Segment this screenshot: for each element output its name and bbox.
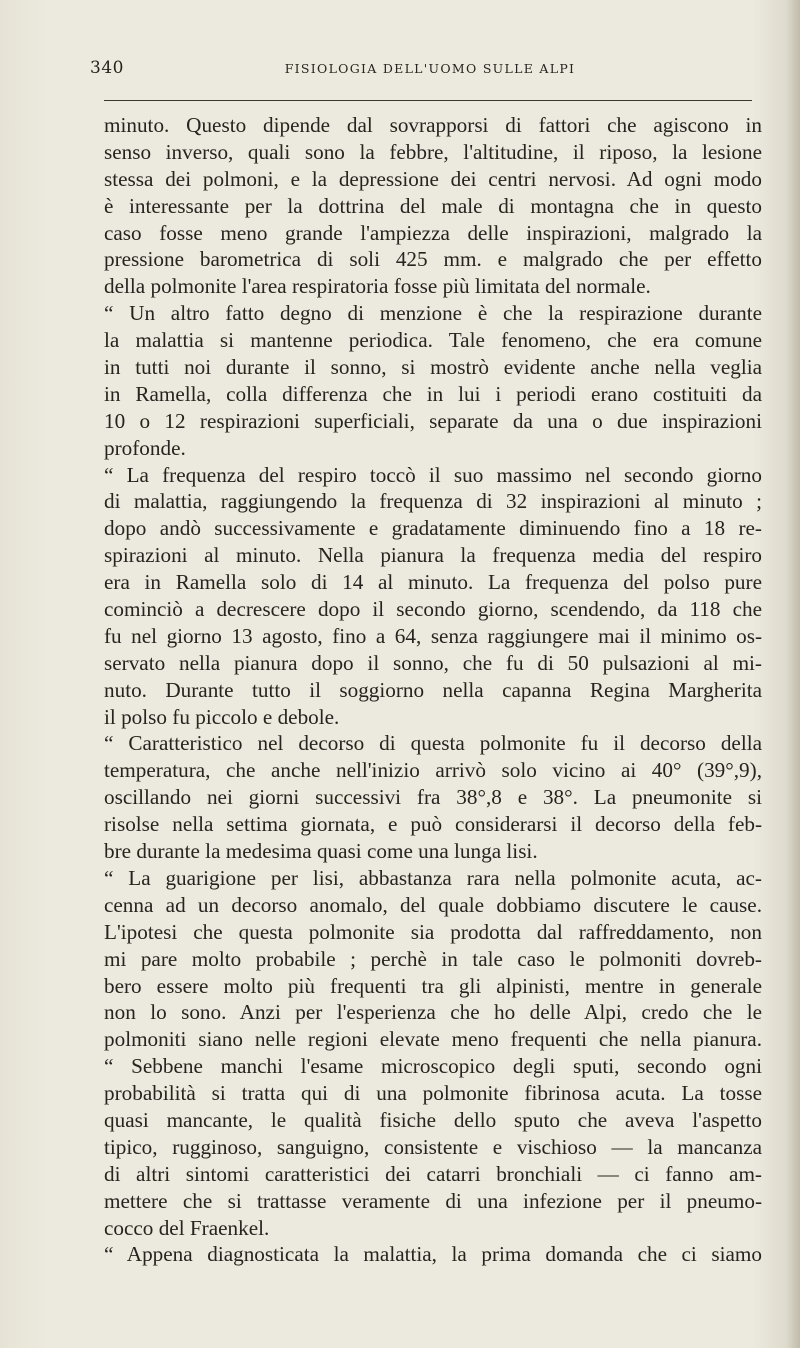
text-line: stessa dei polmoni, e la depressione dei centri nervosi. Ad ogni modo	[104, 166, 762, 191]
text-line: tipico, rugginoso, sanguigno, consistente e vischioso — la mancanza	[104, 1134, 762, 1159]
text-line: bre durante la medesima quasi come una lunga lisi.	[104, 839, 538, 864]
text-line: dopo andò successivamente e gradatamente diminuendo fino a 18 re-	[104, 516, 762, 541]
text-line: minuto. Questo dipende dal sovrapporsi di fattori che agiscono in	[104, 113, 762, 137]
text-line: servato nella pianura dopo il sonno, che fu di 50 pulsazioni al mi-	[104, 650, 762, 675]
text-line: era in Ramella solo di 14 al minuto. La frequenza del polso pure	[104, 570, 762, 595]
text-line: “ Sebbene manchi l'esame microscopico degli sputi, secondo ogni	[104, 1054, 762, 1079]
running-head: FISIOLOGIA DELL'UOMO SULLE ALPI	[284, 61, 576, 76]
text-line: mettere che si trattasse veramente di una infezione per il pneumo-	[104, 1188, 762, 1213]
body-text	[104, 112, 762, 1268]
text-line: risolse nella settima giornata, e può considerarsi il decorso della feb-	[104, 812, 762, 837]
text-line: il polso fu piccolo e debole.	[104, 704, 340, 729]
text-line: di altri sintomi caratteristici dei catarri bronchiali — ci fanno am-	[104, 1161, 762, 1186]
text-line: di malattia, raggiungendo la frequenza di 32 inspirazioni al minuto ;	[104, 489, 762, 514]
text-line: “ La guarigione per lisi, abbastanza rara nella polmonite acuta, ac-	[104, 865, 762, 890]
text-line: in tutti noi durante il sonno, si mostrò evidente anche nella veglia	[104, 355, 762, 380]
text-line: caso fosse meno grande l'ampiezza delle inspirazioni, malgrado la	[104, 220, 762, 245]
text-line: la malattia si mantenne periodica. Tale fenomeno, che era comune	[104, 328, 762, 353]
text-line: cocco del Fraenkel.	[104, 1215, 270, 1240]
page-header	[90, 58, 770, 84]
text-line: L'ipotesi che questa polmonite sia prodotta dal raffreddamento, non	[104, 919, 762, 944]
text-line: bero essere molto più frequenti tra gli alpinisti, mentre in generale	[104, 973, 762, 998]
text-line: della polmonite l'area respiratoria fosse più limitata del normale.	[104, 274, 651, 299]
text-line: polmoniti siano nelle regioni elevate meno frequenti che nella pianura.	[104, 1027, 762, 1052]
text-line: “ Appena diagnosticata la malattia, la prima domanda che ci siamo	[104, 1242, 762, 1267]
text-line: nuto. Durante tutto il soggiorno nella capanna Regina Margherita	[104, 677, 762, 702]
text-line: pressione barometrica di soli 425 mm. e malgrado che per effetto	[104, 247, 762, 272]
text-line: non lo sono. Anzi per l'esperienza che ho delle Alpi, credo che le	[104, 1000, 762, 1025]
text-line: senso inverso, quali sono la febbre, l'altitudine, il riposo, la lesione	[104, 139, 762, 164]
text-line: quasi mancante, le qualità fisiche dello sputo che aveva l'aspetto	[104, 1107, 762, 1132]
text-line: profonde.	[104, 435, 186, 460]
text-line: probabilità si tratta qui di una polmonite fibrinosa acuta. La tosse	[104, 1081, 762, 1106]
text-line: “ La frequenza del respiro toccò il suo massimo nel secondo giorno	[104, 462, 762, 487]
text-line: cominciò a decrescere dopo il secondo giorno, scendendo, da 118 che	[104, 597, 762, 622]
page-edge-shadow	[786, 0, 800, 1348]
text-line: è interessante per la dottrina del male di montagna che in questo	[104, 193, 762, 218]
text-line: cenna ad un decorso anomalo, del quale dobbiamo discutere le cause.	[104, 892, 762, 917]
text-line: mi pare molto probabile ; perchè in tale caso le polmoniti dovreb-	[104, 946, 762, 971]
text-line: temperatura, che anche nell'inizio arrivò solo vicino ai 40° (39°,9),	[104, 758, 762, 783]
header-rule	[104, 100, 752, 101]
text-line: fu nel giorno 13 agosto, fino a 64, senza raggiungere mai il minimo os-	[104, 623, 762, 648]
text-line: oscillando nei giorni successivi fra 38°,8 e 38°. La pneumonite si	[104, 785, 762, 810]
page-number: 340	[90, 58, 124, 78]
text-line: spirazioni al minuto. Nella pianura la frequenza media del respiro	[104, 543, 762, 568]
text-line: in Ramella, colla differenza che in lui i periodi erano costituiti da	[104, 381, 762, 406]
text-line: “ Caratteristico nel decorso di questa polmonite fu il decorso della	[104, 731, 762, 756]
text-line: 10 o 12 respirazioni superficiali, separate da una o due inspirazioni	[104, 408, 762, 433]
text-line: “ Un altro fatto degno di menzione è che la respirazione durante	[104, 301, 762, 326]
